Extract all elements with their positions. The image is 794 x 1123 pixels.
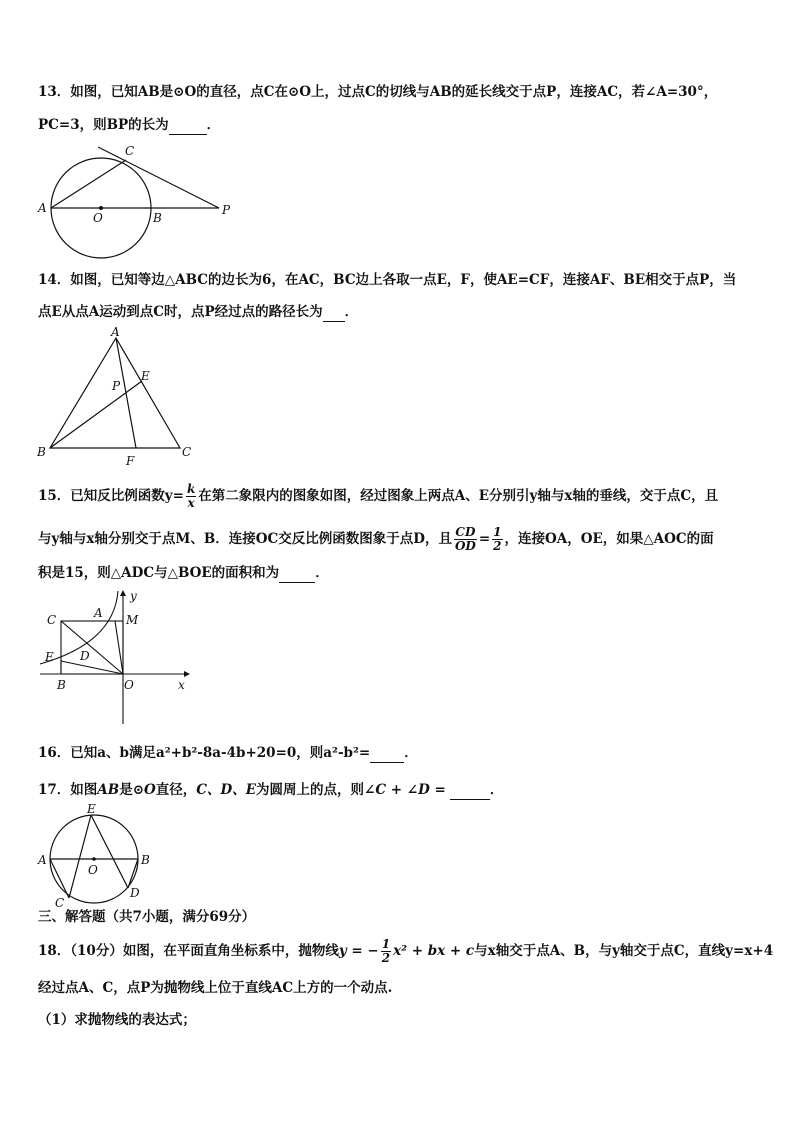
q18-line1	[38, 938, 773, 965]
q17-mid1: 是	[119, 782, 133, 798]
q14-label-a: A	[111, 326, 120, 339]
q13-label-c: C	[125, 144, 135, 158]
q15-line3	[38, 564, 329, 583]
q17-label-o: O	[88, 863, 98, 877]
q13-center-dot	[99, 206, 103, 210]
q15-label-o: O	[124, 678, 134, 692]
q15-frac-den: x	[187, 496, 195, 510]
q16-line	[38, 744, 418, 763]
q15-figure	[36, 588, 196, 728]
q18-mid: 与x轴交于点A、B，与y轴交于点C，直线y=x+4	[474, 943, 774, 959]
q18-y-eq: y = −	[338, 943, 379, 959]
q13-label-p: P	[222, 203, 231, 217]
q17-ab: AB	[97, 782, 120, 798]
q15-y-arrow	[120, 590, 126, 596]
q17-angles: ∠C + ∠D =	[364, 782, 446, 798]
q13-label-b: B	[153, 211, 162, 225]
q14-line2-text: 点E从点A运动到点C时，点P经过点的路径长为	[38, 304, 323, 320]
q17-circle-symbol: ⊙O	[132, 782, 156, 798]
q13-line2	[38, 116, 220, 135]
q15-segment-ao	[115, 621, 123, 674]
q15-label-e: E	[45, 650, 54, 664]
q15-ratio-num: CD	[455, 525, 476, 539]
q16-text: 16．已知a、b满足a²+b²-8a-4b+20=0，则a²-b²=	[38, 745, 371, 761]
q17-segment-bd	[128, 859, 138, 888]
q17-mid2: 直径，	[155, 782, 197, 798]
q14-label-c: C	[182, 445, 192, 459]
q15-x-arrow	[184, 671, 190, 677]
q18-line2: 经过点A、C，点P为抛物线上位于直线AC上方的一个动点.	[38, 980, 393, 996]
q15-line3-end: ．	[315, 565, 329, 581]
q15-segment-eo	[61, 661, 123, 674]
q14-line2-end: ．	[344, 304, 359, 320]
q15-line2-post: ，连接OA，OE，如果△AOC的面	[504, 531, 714, 547]
q16-end: ．	[404, 745, 418, 761]
q18-fraction-half	[381, 938, 391, 965]
q13-line1: 13．如图，已知AB是⊙O的直径，点C在⊙O上，过点C的切线与AB的延长线交于点P，连接AC，若∠A=30°，	[38, 84, 718, 100]
q17-points: C、D、E	[196, 782, 257, 798]
q15-segment-co	[61, 621, 123, 674]
q17-answer-blank	[450, 781, 490, 800]
q17-mid3: 为圆周上的点，则	[256, 782, 365, 798]
q18-rest: x² + bx + c	[393, 943, 475, 959]
q15-label-c: C	[47, 613, 57, 627]
q15-answer-blank	[279, 564, 315, 583]
q15-label-b: B	[57, 678, 66, 692]
q15-line1-post: 在第二象限内的图象如图，经过图象上两点A、E分别引y轴与x轴的垂线，交于点C，且	[198, 488, 719, 504]
q17-end: ．	[489, 782, 504, 798]
q15-eq: =	[478, 531, 491, 547]
q17-label-c: C	[55, 896, 65, 910]
q14-line2	[38, 303, 358, 322]
q14-figure	[34, 326, 204, 470]
section-3-heading: 三、解答题（共7小题，满分69分）	[38, 909, 256, 925]
q13-line2-text: PC=3，则BP的长为	[38, 117, 169, 133]
q17-pre: 17．如图	[38, 782, 98, 798]
q17-label-d: D	[130, 886, 140, 900]
q14-label-e: E	[141, 369, 150, 383]
q17-center-dot	[92, 857, 96, 861]
q15-line3-text: 积是15，则△ADC与△BOE的面积和为	[38, 565, 280, 581]
q17-segment-ac	[50, 859, 69, 898]
q14-label-b: B	[37, 445, 46, 459]
q15-line2	[38, 526, 714, 553]
q17-segment-ec	[69, 815, 91, 898]
q15-label-y: y	[130, 589, 137, 603]
q16-answer-blank	[370, 744, 404, 763]
q15-label-d: D	[80, 649, 90, 663]
q15-label-x: x	[178, 678, 185, 692]
q14-label-p: P	[112, 379, 121, 393]
q13-line2-end: ．	[206, 117, 221, 133]
q15-line1-pre: 15．已知反比例函数y=	[38, 488, 184, 504]
q13-tangent-cp	[98, 147, 219, 208]
q15-half-den: 2	[493, 539, 502, 553]
q17-figure	[36, 802, 156, 910]
q18-pre: 18．（10分）如图，在平面直角坐标系中，抛物线	[38, 943, 339, 959]
q13-figure	[36, 140, 236, 260]
q17-label-e: E	[87, 802, 96, 816]
q14-line1: 14．如图，已知等边△ABC的边长为6，在AC，BC边上各取一点E，F，使AE=CF，连接AF、BE相交于点P，当	[38, 272, 737, 288]
q13-label-a: A	[38, 201, 47, 215]
q17-label-a: A	[38, 853, 47, 867]
q15-half-num: 1	[493, 525, 502, 539]
q18-sub1: （1）求抛物线的表达式；	[38, 1012, 196, 1028]
q15-line2-pre: 与y轴与x轴分别交于点M、B．连接OC交反比例函数图象于点D，且	[38, 531, 452, 547]
q15-label-a: A	[94, 606, 103, 620]
q14-triangle-abc	[50, 338, 180, 448]
q15-fraction-cd-od	[454, 526, 477, 553]
q18-frac-den: 2	[381, 951, 391, 965]
q13-line-ac	[51, 160, 126, 208]
q17-label-b: B	[141, 853, 150, 867]
q14-label-f: F	[126, 454, 135, 468]
q13-answer-blank	[169, 116, 207, 135]
q15-fraction-half	[492, 526, 502, 553]
q15-frac-num: k	[186, 482, 196, 496]
q17-line	[38, 781, 503, 800]
q15-label-m: M	[126, 613, 139, 627]
q15-fraction-k-over-x	[186, 483, 196, 510]
q15-ratio-den: OD	[454, 539, 476, 553]
q14-segment-be	[50, 381, 142, 448]
q13-label-o: O	[93, 211, 103, 225]
q14-answer-blank	[323, 303, 345, 322]
q15-line1	[38, 483, 718, 510]
q18-frac-num: 1	[381, 937, 391, 951]
